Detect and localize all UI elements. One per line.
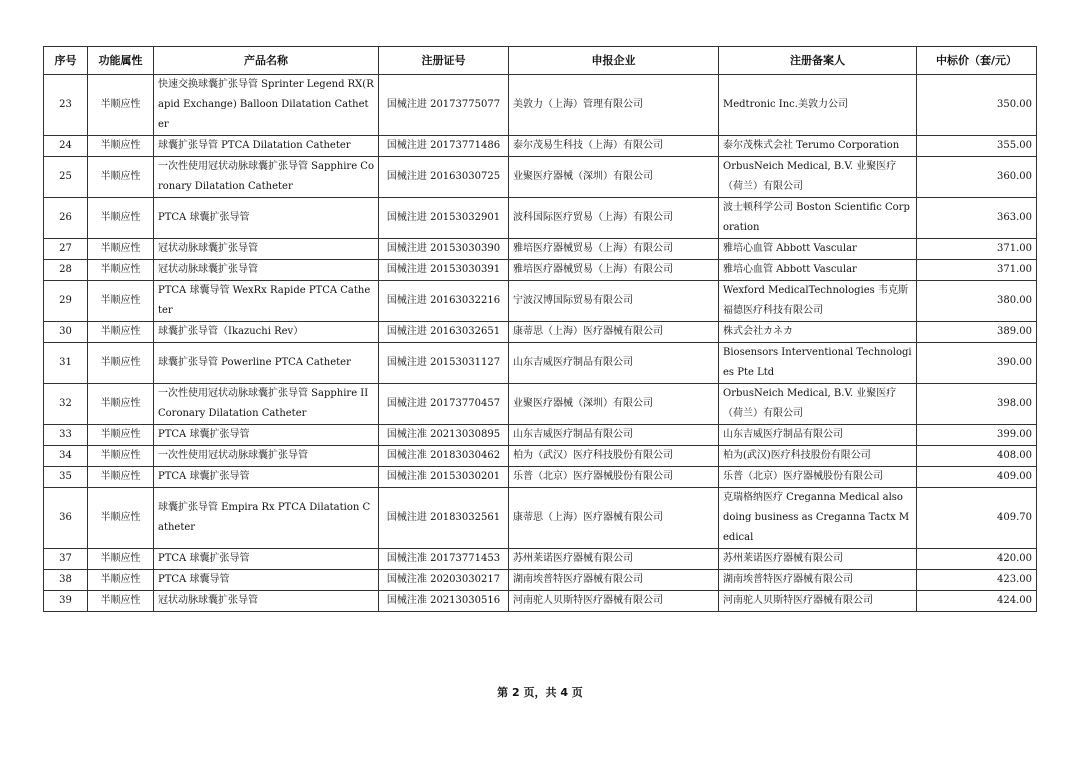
cell-price: 355.00 — [917, 136, 1037, 157]
cell-reg-no: 国械注准 20183030462 — [379, 446, 509, 467]
cell-no: 36 — [44, 488, 88, 549]
table-row — [44, 75, 1037, 136]
cell-holder: 山东吉威医疗制品有限公司 — [719, 425, 917, 446]
header-holder: 注册备案人 — [719, 47, 917, 75]
cell-holder: 雅培心血管 Abbott Vascular — [719, 260, 917, 281]
cell-holder: 雅培心血管 Abbott Vascular — [719, 239, 917, 260]
cell-attr: 半顺应性 — [88, 488, 154, 549]
table-row — [44, 488, 1037, 549]
cell-price: 424.00 — [917, 591, 1037, 612]
table-row — [44, 570, 1037, 591]
cell-reg-no: 国械注准 20213030895 — [379, 425, 509, 446]
table-body — [44, 75, 1037, 612]
cell-company: 业聚医疗器械（深圳）有限公司 — [509, 384, 719, 425]
cell-price: 363.00 — [917, 198, 1037, 239]
cell-product-name: PTCA 球囊导管 WexRx Rapide PTCA Catheter — [154, 281, 379, 322]
cell-no: 28 — [44, 260, 88, 281]
cell-price: 398.00 — [917, 384, 1037, 425]
cell-no: 32 — [44, 384, 88, 425]
cell-no: 30 — [44, 322, 88, 343]
cell-price: 420.00 — [917, 549, 1037, 570]
cell-no: 26 — [44, 198, 88, 239]
cell-reg-no: 国械注进 20173770457 — [379, 384, 509, 425]
cell-holder: 波士顿科学公司 Boston Scientific Corporation — [719, 198, 917, 239]
cell-reg-no: 国械注进 20153030391 — [379, 260, 509, 281]
cell-no: 24 — [44, 136, 88, 157]
cell-product-name: 一次性使用冠状动脉球囊扩张导管 Sapphire II Coronary Dilatation Catheter — [154, 384, 379, 425]
cell-company: 泰尔茂易生科技（上海）有限公司 — [509, 136, 719, 157]
cell-holder: 湖南埃普特医疗器械有限公司 — [719, 570, 917, 591]
cell-product-name: 一次性使用冠状动脉球囊扩张导管 Sapphire Coronary Dilatation Catheter — [154, 157, 379, 198]
cell-no: 23 — [44, 75, 88, 136]
cell-price: 360.00 — [917, 157, 1037, 198]
cell-product-name: 球囊扩张导管 PTCA Dilatation Catheter — [154, 136, 379, 157]
header-price: 中标价（套/元） — [917, 47, 1037, 75]
cell-company: 苏州莱诺医疗器械有限公司 — [509, 549, 719, 570]
cell-holder: 河南驼人贝斯特医疗器械有限公司 — [719, 591, 917, 612]
cell-product-name: PTCA 球囊扩张导管 — [154, 425, 379, 446]
header-reg-no: 注册证号 — [379, 47, 509, 75]
cell-product-name: PTCA 球囊扩张导管 — [154, 198, 379, 239]
cell-price: 423.00 — [917, 570, 1037, 591]
cell-price: 371.00 — [917, 239, 1037, 260]
cell-price: 390.00 — [917, 343, 1037, 384]
table-row — [44, 239, 1037, 260]
table-row — [44, 281, 1037, 322]
cell-price: 399.00 — [917, 425, 1037, 446]
cell-reg-no: 国械注进 20183032561 — [379, 488, 509, 549]
table-row — [44, 446, 1037, 467]
cell-no: 29 — [44, 281, 88, 322]
cell-reg-no: 国械注进 20173775077 — [379, 75, 509, 136]
cell-holder: OrbusNeich Medical, B.V. 业聚医疗（荷兰）有限公司 — [719, 384, 917, 425]
cell-attr: 半顺应性 — [88, 570, 154, 591]
cell-product-name: 快速交换球囊扩张导管 Sprinter Legend RX(Rapid Exchange) Balloon Dilatation Catheter — [154, 75, 379, 136]
cell-company: 波科国际医疗贸易（上海）有限公司 — [509, 198, 719, 239]
cell-company: 美敦力（上海）管理有限公司 — [509, 75, 719, 136]
cell-company: 雅培医疗器械贸易（上海）有限公司 — [509, 239, 719, 260]
page-number: 第 2 页，共 4 页 — [497, 686, 583, 699]
cell-attr: 半顺应性 — [88, 136, 154, 157]
cell-company: 乐普（北京）医疗器械股份有限公司 — [509, 467, 719, 488]
cell-reg-no: 国械注进 20153032901 — [379, 198, 509, 239]
cell-reg-no: 国械注准 20213030516 — [379, 591, 509, 612]
cell-price: 409.70 — [917, 488, 1037, 549]
cell-attr: 半顺应性 — [88, 239, 154, 260]
cell-attr: 半顺应性 — [88, 384, 154, 425]
table-row — [44, 549, 1037, 570]
cell-product-name: PTCA 球囊扩张导管 — [154, 467, 379, 488]
cell-attr: 半顺应性 — [88, 281, 154, 322]
cell-company: 山东吉威医疗制品有限公司 — [509, 343, 719, 384]
cell-attr: 半顺应性 — [88, 591, 154, 612]
header-attr: 功能属性 — [88, 47, 154, 75]
table-row — [44, 260, 1037, 281]
cell-attr: 半顺应性 — [88, 75, 154, 136]
table-row — [44, 322, 1037, 343]
header-no: 序号 — [44, 47, 88, 75]
cell-product-name: 冠状动脉球囊扩张导管 — [154, 591, 379, 612]
cell-reg-no: 国械注进 20163030725 — [379, 157, 509, 198]
cell-holder: 泰尔茂株式会社 Terumo Corporation — [719, 136, 917, 157]
cell-no: 31 — [44, 343, 88, 384]
table-row — [44, 343, 1037, 384]
cell-attr: 半顺应性 — [88, 549, 154, 570]
cell-attr: 半顺应性 — [88, 467, 154, 488]
cell-company: 业聚医疗器械（深圳）有限公司 — [509, 157, 719, 198]
cell-price: 380.00 — [917, 281, 1037, 322]
table-row — [44, 198, 1037, 239]
cell-reg-no: 国械注准 20173771453 — [379, 549, 509, 570]
table-row — [44, 157, 1037, 198]
cell-company: 康蒂思（上海）医疗器械有限公司 — [509, 322, 719, 343]
cell-product-name: 球囊扩张导管 Empira Rx PTCA Dilatation Catheter — [154, 488, 379, 549]
cell-holder: 柏为(武汉)医疗科技股份有限公司 — [719, 446, 917, 467]
table-row — [44, 591, 1037, 612]
table-row — [44, 467, 1037, 488]
cell-product-name: PTCA 球囊扩张导管 — [154, 549, 379, 570]
cell-attr: 半顺应性 — [88, 260, 154, 281]
cell-product-name: 球囊扩张导管（Ikazuchi Rev） — [154, 322, 379, 343]
cell-no: 27 — [44, 239, 88, 260]
cell-holder: Biosensors Interventional Technologies Pte Ltd — [719, 343, 917, 384]
cell-company: 山东吉威医疗制品有限公司 — [509, 425, 719, 446]
cell-no: 37 — [44, 549, 88, 570]
header-company: 申报企业 — [509, 47, 719, 75]
cell-no: 34 — [44, 446, 88, 467]
cell-product-name: 冠状动脉球囊扩张导管 — [154, 239, 379, 260]
cell-no: 33 — [44, 425, 88, 446]
cell-reg-no: 国械注进 20173771486 — [379, 136, 509, 157]
cell-no: 25 — [44, 157, 88, 198]
cell-attr: 半顺应性 — [88, 157, 154, 198]
cell-reg-no: 国械注进 20163032651 — [379, 322, 509, 343]
cell-reg-no: 国械注进 20153031127 — [379, 343, 509, 384]
cell-price: 408.00 — [917, 446, 1037, 467]
cell-holder: 株式会社カネカ — [719, 322, 917, 343]
cell-price: 409.00 — [917, 467, 1037, 488]
cell-attr: 半顺应性 — [88, 198, 154, 239]
cell-price: 350.00 — [917, 75, 1037, 136]
cell-company: 柏为（武汉）医疗科技股份有限公司 — [509, 446, 719, 467]
table-row — [44, 136, 1037, 157]
cell-price: 371.00 — [917, 260, 1037, 281]
cell-reg-no: 国械注进 20163032216 — [379, 281, 509, 322]
cell-reg-no: 国械注进 20153030390 — [379, 239, 509, 260]
cell-holder: 克瑞格纳医疗 Creganna Medical also doing business as Creganna Tactx Medical — [719, 488, 917, 549]
cell-holder: Medtronic Inc.美敦力公司 — [719, 75, 917, 136]
cell-company: 康蒂思（上海）医疗器械有限公司 — [509, 488, 719, 549]
cell-company: 湖南埃普特医疗器械有限公司 — [509, 570, 719, 591]
table-row — [44, 425, 1037, 446]
cell-no: 38 — [44, 570, 88, 591]
cell-product-name: PTCA 球囊导管 — [154, 570, 379, 591]
cell-company: 宁波汉博国际贸易有限公司 — [509, 281, 719, 322]
cell-holder: 苏州莱诺医疗器械有限公司 — [719, 549, 917, 570]
cell-holder: Wexford MedicalTechnologies 韦克斯福德医疗科技有限公司 — [719, 281, 917, 322]
cell-no: 35 — [44, 467, 88, 488]
cell-price: 389.00 — [917, 322, 1037, 343]
cell-company: 雅培医疗器械贸易（上海）有限公司 — [509, 260, 719, 281]
header-product-name: 产品名称 — [154, 47, 379, 75]
cell-attr: 半顺应性 — [88, 446, 154, 467]
table-header-row — [44, 47, 1037, 75]
table-row — [44, 384, 1037, 425]
cell-holder: OrbusNeich Medical, B.V. 业聚医疗（荷兰）有限公司 — [719, 157, 917, 198]
cell-no: 39 — [44, 591, 88, 612]
cell-holder: 乐普（北京）医疗器械股份有限公司 — [719, 467, 917, 488]
bid-price-table — [43, 46, 1037, 612]
cell-company: 河南驼人贝斯特医疗器械有限公司 — [509, 591, 719, 612]
cell-reg-no: 国械注准 20203030217 — [379, 570, 509, 591]
cell-attr: 半顺应性 — [88, 425, 154, 446]
cell-product-name: 一次性使用冠状动脉球囊扩张导管 — [154, 446, 379, 467]
cell-product-name: 冠状动脉球囊扩张导管 — [154, 260, 379, 281]
cell-attr: 半顺应性 — [88, 322, 154, 343]
cell-reg-no: 国械注准 20153030201 — [379, 467, 509, 488]
cell-attr: 半顺应性 — [88, 343, 154, 384]
cell-product-name: 球囊扩张导管 Powerline PTCA Catheter — [154, 343, 379, 384]
